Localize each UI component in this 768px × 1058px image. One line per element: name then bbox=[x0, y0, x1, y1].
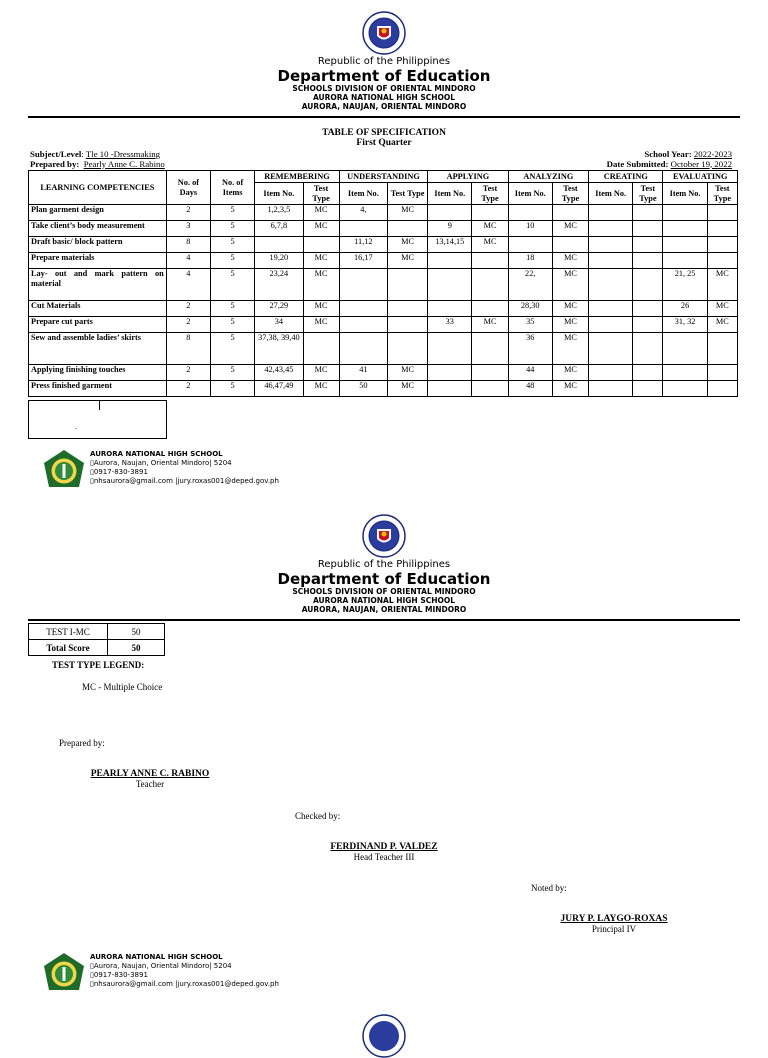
item-no-cell: 31, 32 bbox=[663, 317, 707, 333]
test-type-cell bbox=[303, 333, 339, 365]
header-rule bbox=[28, 116, 740, 118]
test-type-cell: MC bbox=[303, 269, 339, 301]
item-no-cell bbox=[589, 253, 633, 269]
item-no-cell bbox=[428, 333, 472, 365]
legend-item: MC - Multiple Choice bbox=[82, 682, 163, 692]
item-no-cell: 13,14,15 bbox=[428, 237, 472, 253]
footer-phone: 0917-830-3891 bbox=[93, 468, 148, 476]
test-type-cell bbox=[707, 381, 737, 397]
test-type-cell bbox=[707, 253, 737, 269]
test-type-cell bbox=[707, 221, 737, 237]
items-cell: 5 bbox=[211, 365, 255, 381]
school-text: AURORA NATIONAL HIGH SCHOOL bbox=[312, 596, 456, 605]
item-no-cell: 34 bbox=[255, 317, 303, 333]
item-no-cell: 37,38, 39,40 bbox=[255, 333, 303, 365]
footer-address: Aurora, Naujan, Oriental Mindoro| 5204 bbox=[93, 962, 232, 970]
table-row bbox=[29, 221, 738, 237]
item-no-cell: 26 bbox=[663, 301, 707, 317]
test-type-cell bbox=[552, 205, 588, 221]
competency-cell: Press finished garment bbox=[29, 381, 167, 397]
school-year-label: School Year: bbox=[644, 149, 692, 159]
test-type-cell bbox=[707, 205, 737, 221]
col-items: No. of Items bbox=[211, 171, 255, 205]
item-no-cell bbox=[508, 205, 552, 221]
checked-by-label: Checked by: bbox=[295, 811, 341, 821]
test-type-cell: MC bbox=[707, 269, 737, 301]
test-type-cell: MC bbox=[303, 253, 339, 269]
summary-label: TEST I-MC bbox=[29, 624, 108, 640]
table-row bbox=[29, 269, 738, 301]
days-cell: 2 bbox=[166, 205, 210, 221]
sub-test-type: Test Type bbox=[552, 183, 588, 205]
item-no-cell bbox=[589, 317, 633, 333]
date-label: Date Submitted: bbox=[606, 158, 669, 169]
item-no-cell bbox=[589, 205, 633, 221]
table-row bbox=[29, 381, 738, 397]
republic-text: Republic of the Philippines bbox=[317, 56, 451, 67]
days-cell: 2 bbox=[166, 317, 210, 333]
trailing-mark: . bbox=[75, 422, 77, 431]
school-logo-icon bbox=[42, 449, 86, 493]
item-no-cell: 19,20 bbox=[255, 253, 303, 269]
competency-cell: Prepare cut parts bbox=[29, 317, 167, 333]
sub-item-no: Item No. bbox=[508, 183, 552, 205]
test-type-cell bbox=[387, 301, 427, 317]
test-type-cell bbox=[472, 253, 508, 269]
test-type-cell: MC bbox=[303, 317, 339, 333]
item-no-cell bbox=[428, 365, 472, 381]
test-type-cell: MC bbox=[387, 365, 427, 381]
sub-item-no: Item No. bbox=[589, 183, 633, 205]
test-type-cell: MC bbox=[387, 381, 427, 397]
item-no-cell bbox=[589, 301, 633, 317]
item-no-cell: 16,17 bbox=[339, 253, 387, 269]
address-text: AURORA, NAUJAN, ORIENTAL MINDORO bbox=[301, 605, 467, 614]
test-type-cell: MC bbox=[552, 301, 588, 317]
division-text: SCHOOLS DIVISION OF ORIENTAL MINDORO bbox=[292, 84, 476, 93]
item-no-cell: 18 bbox=[508, 253, 552, 269]
item-no-cell: 27,29 bbox=[255, 301, 303, 317]
competency-cell: Draft basic/ block pattern bbox=[29, 237, 167, 253]
test-type-cell: MC bbox=[552, 365, 588, 381]
test-type-cell bbox=[472, 269, 508, 301]
item-no-cell: 22, bbox=[508, 269, 552, 301]
item-no-cell bbox=[663, 381, 707, 397]
days-cell: 2 bbox=[166, 381, 210, 397]
item-no-cell bbox=[255, 237, 303, 253]
prepared-label: Prepared by: bbox=[30, 158, 80, 169]
tos-table bbox=[28, 170, 738, 397]
item-no-cell: 50 bbox=[339, 381, 387, 397]
phone-icon: ▯ bbox=[90, 971, 94, 979]
division-text: SCHOOLS DIVISION OF ORIENTAL MINDORO bbox=[292, 587, 476, 596]
test-type-cell: MC bbox=[552, 221, 588, 237]
test-type-cell bbox=[707, 237, 737, 253]
item-no-cell bbox=[663, 253, 707, 269]
sub-test-type: Test Type bbox=[472, 183, 508, 205]
test-type-cell: MC bbox=[472, 237, 508, 253]
test-type-cell: MC bbox=[552, 253, 588, 269]
items-cell: 5 bbox=[211, 301, 255, 317]
item-no-cell bbox=[663, 237, 707, 253]
school-logo-icon bbox=[42, 952, 86, 996]
subject-value: Tle 10 -Dressmaking bbox=[85, 149, 161, 159]
item-no-cell bbox=[589, 269, 633, 301]
item-no-cell: 33 bbox=[428, 317, 472, 333]
test-type-cell bbox=[633, 237, 663, 253]
test-type-cell bbox=[472, 381, 508, 397]
test-type-cell bbox=[472, 301, 508, 317]
test-type-cell bbox=[387, 317, 427, 333]
competency-cell: Plan garment design bbox=[29, 205, 167, 221]
test-type-cell bbox=[633, 365, 663, 381]
test-type-cell: MC bbox=[552, 317, 588, 333]
group-evaluating: EVALUATING bbox=[663, 171, 738, 183]
test-type-cell: MC bbox=[303, 221, 339, 237]
item-no-cell: 44 bbox=[508, 365, 552, 381]
item-no-cell: 48 bbox=[508, 381, 552, 397]
test-type-cell bbox=[633, 381, 663, 397]
days-cell: 4 bbox=[166, 253, 210, 269]
prepared-value: Pearly Anne C. Rabino bbox=[83, 158, 165, 169]
sub-item-no: Item No. bbox=[428, 183, 472, 205]
prepared-by-name: PEARLY ANNE C. RABINO bbox=[90, 769, 210, 779]
subject-label: Subject/Level bbox=[30, 149, 82, 159]
test-type-cell: MC bbox=[303, 381, 339, 397]
item-no-cell bbox=[428, 205, 472, 221]
days-cell: 4 bbox=[166, 269, 210, 301]
table-row bbox=[29, 301, 738, 317]
test-type-cell: MC bbox=[707, 301, 737, 317]
test-type-cell bbox=[633, 301, 663, 317]
test-type-cell bbox=[387, 333, 427, 365]
competency-cell: Lay- out and mark pattern on material bbox=[29, 269, 167, 301]
test-type-cell bbox=[707, 365, 737, 381]
col-learning-competencies: LEARNING COMPETENCIES bbox=[29, 171, 167, 205]
test-type-cell: MC bbox=[707, 317, 737, 333]
item-no-cell bbox=[339, 221, 387, 237]
item-no-cell: 41 bbox=[339, 365, 387, 381]
deped-seal-icon bbox=[362, 1014, 406, 1058]
item-no-cell bbox=[589, 221, 633, 237]
department-title: Department of Education bbox=[277, 67, 491, 85]
test-type-cell: MC bbox=[387, 237, 427, 253]
item-no-cell bbox=[339, 269, 387, 301]
legend-title: TEST TYPE LEGEND: bbox=[52, 660, 145, 670]
item-no-cell bbox=[663, 205, 707, 221]
test-type-cell bbox=[633, 333, 663, 365]
items-cell: 5 bbox=[211, 333, 255, 365]
test-type-cell bbox=[387, 221, 427, 237]
test-type-cell: MC bbox=[472, 317, 508, 333]
test-type-cell: MC bbox=[472, 221, 508, 237]
group-understanding: UNDERSTANDING bbox=[339, 171, 427, 183]
email-icon: ▯ bbox=[90, 477, 94, 485]
doc-title: TABLE OF SPECIFICATION bbox=[322, 128, 446, 138]
item-no-cell bbox=[589, 237, 633, 253]
item-no-cell bbox=[428, 253, 472, 269]
test-type-cell bbox=[472, 365, 508, 381]
test-type-cell bbox=[633, 269, 663, 301]
item-no-cell: 42,43,45 bbox=[255, 365, 303, 381]
item-no-cell bbox=[339, 317, 387, 333]
test-type-cell bbox=[633, 205, 663, 221]
test-type-cell bbox=[633, 221, 663, 237]
item-no-cell bbox=[428, 301, 472, 317]
competency-cell: Sew and assemble ladies’ skirts bbox=[29, 333, 167, 365]
test-type-cell bbox=[707, 333, 737, 365]
table-row bbox=[29, 237, 738, 253]
location-icon: ▯ bbox=[90, 962, 94, 970]
days-cell: 2 bbox=[166, 365, 210, 381]
footer-school: AURORA NATIONAL HIGH SCHOOL bbox=[90, 953, 223, 961]
test-type-cell: MC bbox=[552, 381, 588, 397]
col-days: No. of Days bbox=[166, 171, 210, 205]
checked-by-role: Head Teacher III bbox=[353, 852, 415, 862]
email-icon: ▯ bbox=[90, 980, 94, 988]
location-icon: ▯ bbox=[90, 459, 94, 467]
days-cell: 3 bbox=[166, 221, 210, 237]
date-value: October 19, 2022 bbox=[670, 158, 732, 169]
noted-by-label: Noted by: bbox=[531, 883, 567, 893]
sub-item-no: Item No. bbox=[255, 183, 303, 205]
item-no-cell: 36 bbox=[508, 333, 552, 365]
footer-email: nhsaurora@gmail.com |jury.roxas001@deped.gov.ph bbox=[93, 980, 279, 988]
footer-phone: 0917-830-3891 bbox=[93, 971, 148, 979]
footer-address: Aurora, Naujan, Oriental Mindoro| 5204 bbox=[93, 459, 232, 467]
test-type-cell: MC bbox=[552, 269, 588, 301]
test-type-cell: MC bbox=[303, 301, 339, 317]
item-no-cell: 4, bbox=[339, 205, 387, 221]
item-no-cell bbox=[589, 381, 633, 397]
sub-test-type: Test Type bbox=[707, 183, 737, 205]
test-type-cell: MC bbox=[552, 333, 588, 365]
items-cell: 5 bbox=[211, 205, 255, 221]
item-no-cell bbox=[508, 237, 552, 253]
group-remembering: REMEMBERING bbox=[255, 171, 339, 183]
school-year-value: 2022-2023 bbox=[693, 149, 732, 159]
items-cell: 5 bbox=[211, 253, 255, 269]
noted-by-role: Principal IV bbox=[591, 924, 637, 934]
sub-test-type: Test Type bbox=[387, 183, 427, 205]
phone-icon: ▯ bbox=[90, 468, 94, 476]
table-row bbox=[29, 640, 165, 656]
address-text: AURORA, NAUJAN, ORIENTAL MINDORO bbox=[301, 102, 467, 111]
item-no-cell bbox=[339, 301, 387, 317]
items-cell: 5 bbox=[211, 221, 255, 237]
test-type-cell: MC bbox=[303, 365, 339, 381]
department-title: Department of Education bbox=[277, 570, 491, 588]
item-no-cell bbox=[589, 365, 633, 381]
item-no-cell: 11,12 bbox=[339, 237, 387, 253]
days-cell: 2 bbox=[166, 301, 210, 317]
test-type-cell: MC bbox=[387, 253, 427, 269]
footer-school: AURORA NATIONAL HIGH SCHOOL bbox=[90, 450, 223, 458]
item-no-cell bbox=[663, 365, 707, 381]
items-cell: 5 bbox=[211, 269, 255, 301]
competency-cell: Prepare materials bbox=[29, 253, 167, 269]
prepared-by-role: Teacher bbox=[135, 779, 165, 789]
header-rule bbox=[28, 619, 740, 621]
school-text: AURORA NATIONAL HIGH SCHOOL bbox=[312, 93, 456, 102]
item-no-cell: 35 bbox=[508, 317, 552, 333]
test-type-cell bbox=[303, 237, 339, 253]
doc-quarter: First Quarter bbox=[356, 138, 412, 148]
test-type-cell: MC bbox=[303, 205, 339, 221]
item-no-cell: 21, 25 bbox=[663, 269, 707, 301]
item-no-cell: 9 bbox=[428, 221, 472, 237]
items-cell: 5 bbox=[211, 237, 255, 253]
summary-label: Total Score bbox=[29, 640, 108, 656]
table-continuation bbox=[28, 400, 167, 439]
days-cell: 8 bbox=[166, 333, 210, 365]
summary-value: 50 bbox=[108, 624, 165, 640]
deped-seal-icon bbox=[362, 514, 406, 558]
table-row bbox=[29, 253, 738, 269]
items-cell: 5 bbox=[211, 317, 255, 333]
test-type-cell bbox=[472, 205, 508, 221]
sub-item-no: Item No. bbox=[663, 183, 707, 205]
table-row bbox=[29, 365, 738, 381]
prepared-by-label: Prepared by: bbox=[59, 738, 105, 748]
item-no-cell bbox=[428, 269, 472, 301]
test-type-cell bbox=[633, 317, 663, 333]
item-no-cell bbox=[663, 221, 707, 237]
test-type-cell: MC bbox=[387, 205, 427, 221]
item-no-cell bbox=[663, 333, 707, 365]
sub-test-type: Test Type bbox=[633, 183, 663, 205]
group-creating: CREATING bbox=[589, 171, 663, 183]
deped-seal-icon bbox=[362, 11, 406, 55]
item-no-cell: 28,30 bbox=[508, 301, 552, 317]
item-no-cell bbox=[428, 381, 472, 397]
republic-text: Republic of the Philippines bbox=[317, 559, 451, 570]
test-type-cell bbox=[472, 333, 508, 365]
group-applying: APPLYING bbox=[428, 171, 508, 183]
checked-by-name: FERDINAND P. VALDEZ bbox=[330, 842, 438, 852]
item-no-cell: 1,2,3,5 bbox=[255, 205, 303, 221]
item-no-cell bbox=[589, 333, 633, 365]
table-row bbox=[29, 333, 738, 365]
table-row bbox=[29, 624, 165, 640]
competency-cell: Cut Materials bbox=[29, 301, 167, 317]
competency-cell: Applying finishing touches bbox=[29, 365, 167, 381]
footer-email: nhsaurora@gmail.com |jury.roxas001@deped.gov.ph bbox=[93, 477, 279, 485]
test-type-cell bbox=[633, 253, 663, 269]
test-type-cell bbox=[552, 237, 588, 253]
table-row bbox=[29, 205, 738, 221]
item-no-cell: 6,7,8 bbox=[255, 221, 303, 237]
noted-by-name: JURY P. LAYGO-ROXAS bbox=[560, 914, 668, 924]
table-row bbox=[29, 317, 738, 333]
items-cell: 5 bbox=[211, 381, 255, 397]
summary-value: 50 bbox=[108, 640, 165, 656]
sub-test-type: Test Type bbox=[303, 183, 339, 205]
item-no-cell bbox=[339, 333, 387, 365]
item-no-cell: 10 bbox=[508, 221, 552, 237]
days-cell: 8 bbox=[166, 237, 210, 253]
item-no-cell: 23,24 bbox=[255, 269, 303, 301]
sub-item-no: Item No. bbox=[339, 183, 387, 205]
test-type-cell bbox=[387, 269, 427, 301]
group-analyzing: ANALYZING bbox=[508, 171, 588, 183]
summary-table bbox=[28, 623, 165, 656]
competency-cell: Take client’s body measurement bbox=[29, 221, 167, 237]
item-no-cell: 46,47,49 bbox=[255, 381, 303, 397]
